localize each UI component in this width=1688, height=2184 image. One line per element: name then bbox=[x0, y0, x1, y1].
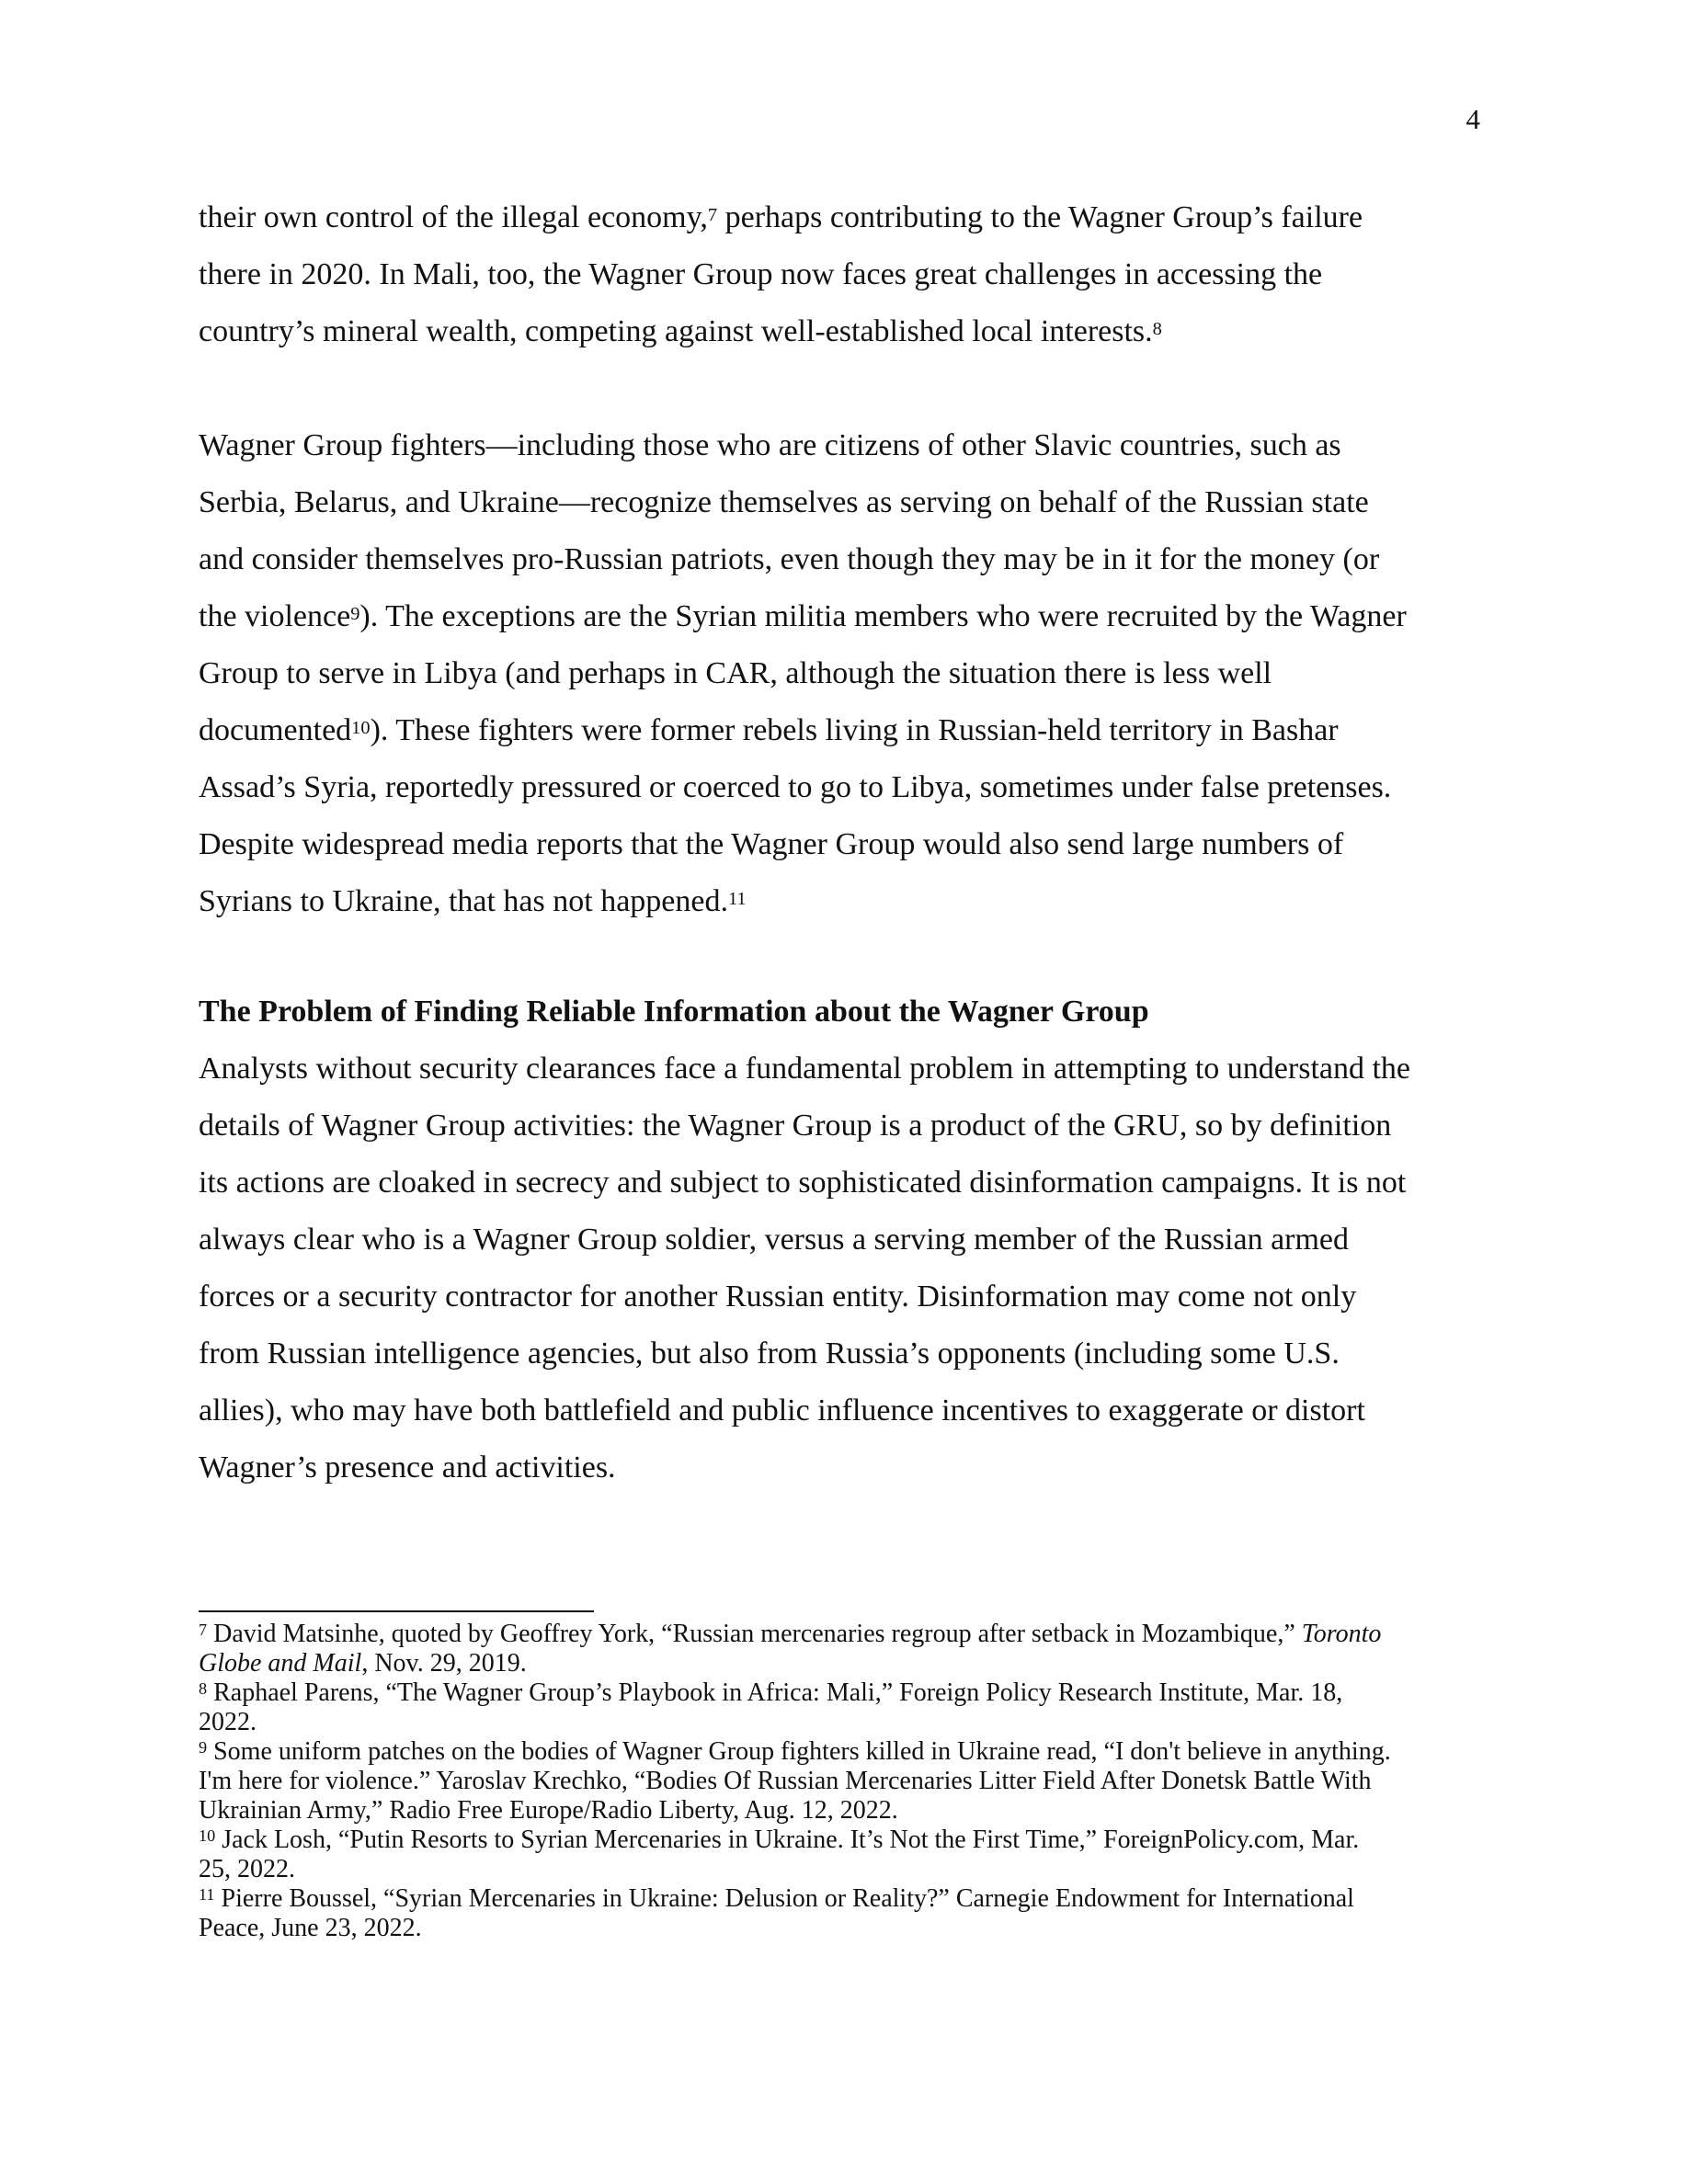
footnote-line: I'm here for violence.” Yaroslav Krechko, “Bodies Of Russian Mercenaries Litter Field After Donetsk Battle With bbox=[199, 1767, 1372, 1795]
paragraph-line: always clear who is a Wagner Group soldier, versus a serving member of the Russian armed bbox=[199, 1223, 1350, 1257]
text-run: Raphael Parens, “The Wagner Group’s Playbook in Africa: Mali,” Foreign Policy Research Institute, Mar. 18, bbox=[207, 1678, 1343, 1707]
paragraph-line: its actions are cloaked in secrecy and subject to sophisticated disinformation campaigns. It is not bbox=[199, 1166, 1407, 1200]
publication-title: Toronto bbox=[1301, 1620, 1382, 1648]
paragraph-line bbox=[199, 588, 1489, 645]
footnote-number: 7 bbox=[199, 1620, 208, 1639]
text-run: ). The exceptions are the Syrian militia members who were recruited by the Wagner bbox=[359, 599, 1407, 633]
text-run: , Nov. 29, 2019. bbox=[361, 1649, 527, 1678]
paragraph-line: Analysts without security clearances face a fundamental problem in attempting to understand the bbox=[199, 1052, 1411, 1086]
paragraph-line: Serbia, Belarus, and Ukraine—recognize themselves as serving on behalf of the Russian state bbox=[199, 485, 1369, 519]
text-run: Pierre Boussel, “Syrian Mercenaries in Ukraine: Delusion or Reality?” Carnegie Endowment for International bbox=[214, 1884, 1354, 1913]
page-number: 4 bbox=[1466, 103, 1480, 135]
section-reliable-information bbox=[199, 984, 1489, 1496]
footnote-7 bbox=[199, 1620, 1489, 1678]
paragraph-line: forces or a security contractor for another Russian entity. Disinformation may come not only bbox=[199, 1280, 1357, 1314]
text-run: the violence bbox=[199, 599, 351, 633]
footnote-line: Peace, June 23, 2022. bbox=[199, 1914, 422, 1942]
section-heading: The Problem of Finding Reliable Information about the Wagner Group bbox=[199, 995, 1149, 1029]
footnote-number: 9 bbox=[199, 1737, 208, 1757]
footnote-10 bbox=[199, 1826, 1489, 1884]
footnote-number: 11 bbox=[199, 1884, 215, 1904]
footnote-ref-9[interactable]: 9 bbox=[350, 603, 360, 624]
footnote-number: 8 bbox=[199, 1678, 208, 1698]
paragraph-line bbox=[199, 702, 1489, 759]
footnote-number: 10 bbox=[199, 1826, 216, 1845]
footnote-9 bbox=[199, 1737, 1489, 1826]
text-run: perhaps contributing to the Wagner Group’s failure bbox=[717, 200, 1363, 234]
paragraph-line: Despite widespread media reports that the Wagner Group would also send large numbers of bbox=[199, 827, 1344, 861]
footnote-separator bbox=[199, 1610, 594, 1612]
text-run: their own control of the illegal economy, bbox=[199, 200, 708, 234]
text-run: David Matsinhe, quoted by Geoffrey York, “Russian mercenaries regroup after setback in Mozambique,” bbox=[207, 1620, 1302, 1648]
paragraph-line: allies), who may have both battlefield and public influence incentives to exaggerate or distort bbox=[199, 1393, 1365, 1428]
footnote-ref-11[interactable]: 11 bbox=[727, 888, 747, 909]
paragraph-line: Wagner Group fighters—including those who are citizens of other Slavic countries, such as bbox=[199, 428, 1341, 462]
text-run: Jack Losh, “Putin Resorts to Syrian Mercenaries in Ukraine. It’s Not the First Time,” ForeignPolicy.com, Mar. bbox=[215, 1826, 1360, 1854]
publication-title: Globe and Mail bbox=[199, 1649, 362, 1678]
footnote-ref-10[interactable]: 10 bbox=[351, 717, 371, 738]
footnote-11 bbox=[199, 1884, 1489, 1943]
footnote-line bbox=[199, 1884, 1489, 1914]
paragraph-2 bbox=[199, 417, 1489, 930]
footnote-8 bbox=[199, 1678, 1489, 1737]
footnote-ref-7[interactable]: 7 bbox=[707, 204, 718, 225]
paragraph-line bbox=[199, 303, 1489, 360]
footnote-line bbox=[199, 1649, 1489, 1678]
footnote-line bbox=[199, 1678, 1489, 1708]
text-run: documented bbox=[199, 713, 352, 747]
footnote-line bbox=[199, 1737, 1489, 1767]
paragraph-line: there in 2020. In Mali, too, the Wagner Group now faces great challenges in accessing the bbox=[199, 257, 1323, 291]
footnote-line bbox=[199, 1620, 1489, 1649]
paragraph-line: Group to serve in Libya (and perhaps in CAR, although the situation there is less well bbox=[199, 656, 1272, 690]
paragraph-line: Wagner’s presence and activities. bbox=[199, 1450, 616, 1484]
paragraph-line: from Russian intelligence agencies, but also from Russia’s opponents (including some U.S. bbox=[199, 1337, 1340, 1371]
footnote-ref-8[interactable]: 8 bbox=[1152, 318, 1162, 339]
text-run: Some uniform patches on the bodies of Wagner Group fighters killed in Ukraine read, “I don't believe in anything. bbox=[207, 1737, 1391, 1766]
footnote-line: 25, 2022. bbox=[199, 1855, 295, 1883]
footnote-line: Ukrainian Army,” Radio Free Europe/Radio Liberty, Aug. 12, 2022. bbox=[199, 1796, 898, 1825]
text-run: ). These fighters were former rebels living in Russian-held territory in Bashar bbox=[370, 713, 1339, 747]
footnote-line bbox=[199, 1826, 1489, 1855]
paragraph-1 bbox=[199, 189, 1489, 360]
text-run: Syrians to Ukraine, that has not happened. bbox=[199, 884, 728, 918]
paragraph-line: details of Wagner Group activities: the Wagner Group is a product of the GRU, so by definition bbox=[199, 1109, 1392, 1143]
paragraph-line bbox=[199, 873, 1489, 930]
footnotes bbox=[199, 1620, 1489, 1943]
footnote-line: 2022. bbox=[199, 1708, 257, 1736]
text-run: country’s mineral wealth, competing against well-established local interests. bbox=[199, 314, 1153, 348]
paragraph-line: Assad’s Syria, reportedly pressured or coerced to go to Libya, sometimes under false pretenses. bbox=[199, 770, 1392, 804]
paragraph-line bbox=[199, 189, 1489, 246]
paragraph-line: and consider themselves pro-Russian patriots, even though they may be in it for the money (or bbox=[199, 542, 1380, 576]
